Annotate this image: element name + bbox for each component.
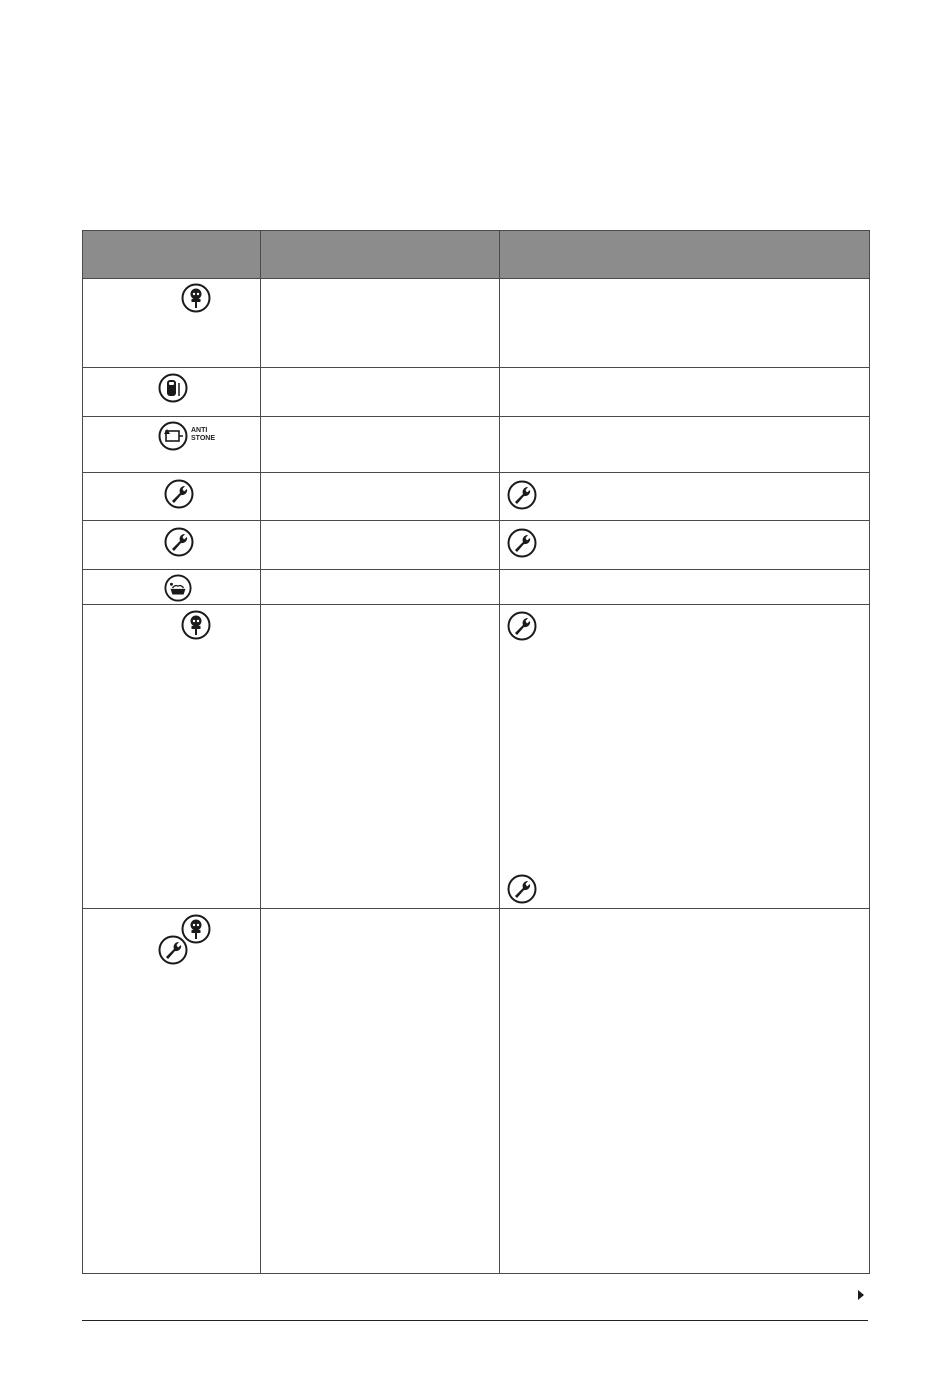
wrench-icon: [507, 528, 537, 558]
table-cell: [83, 605, 261, 909]
header-cell-display: [83, 231, 261, 279]
wrench-icon: [164, 527, 194, 557]
table-cell: [500, 417, 870, 473]
table-row: [83, 909, 870, 1274]
table-cell: [500, 521, 870, 570]
table-cell: [500, 909, 870, 1274]
wrench-icon: [158, 935, 188, 965]
table-row: [83, 417, 870, 473]
table-cell: [261, 368, 500, 417]
footer-divider: [82, 1320, 868, 1321]
table-cell: [261, 909, 500, 1274]
table-row: [83, 570, 870, 605]
table-cell: [261, 417, 500, 473]
wrench-icon: [507, 874, 537, 904]
header-cell-solution: [500, 231, 870, 279]
table-cell: [261, 279, 500, 368]
table-cell: [500, 473, 870, 521]
table-row: [83, 368, 870, 417]
table-cell: [261, 570, 500, 605]
tank-icon: [158, 373, 188, 403]
table-row: [83, 605, 870, 909]
plug-icon: [181, 610, 211, 640]
table-row: [83, 473, 870, 521]
wrench-icon: [507, 611, 537, 641]
table-row: [83, 521, 870, 570]
triangle-right-icon: [858, 1287, 864, 1305]
plug-icon: [181, 283, 211, 313]
anti-stone-icon: [158, 421, 188, 451]
table-header-row: [83, 231, 870, 279]
boiler-drain-icon: [164, 574, 192, 602]
wrench-icon: [164, 479, 194, 509]
table-cell: [83, 279, 261, 368]
table-cell: [261, 605, 500, 909]
table-cell: [261, 473, 500, 521]
wrench-icon: [507, 480, 537, 510]
error-codes-table: [82, 230, 870, 1274]
header-cell-cause: [261, 231, 500, 279]
table-cell: [500, 605, 870, 909]
anti-stone-label: ANTI STONE: [191, 427, 215, 442]
table-cell: [500, 368, 870, 417]
table-cell: [500, 279, 870, 368]
table-cell: [500, 570, 870, 605]
table-cell: [261, 521, 500, 570]
